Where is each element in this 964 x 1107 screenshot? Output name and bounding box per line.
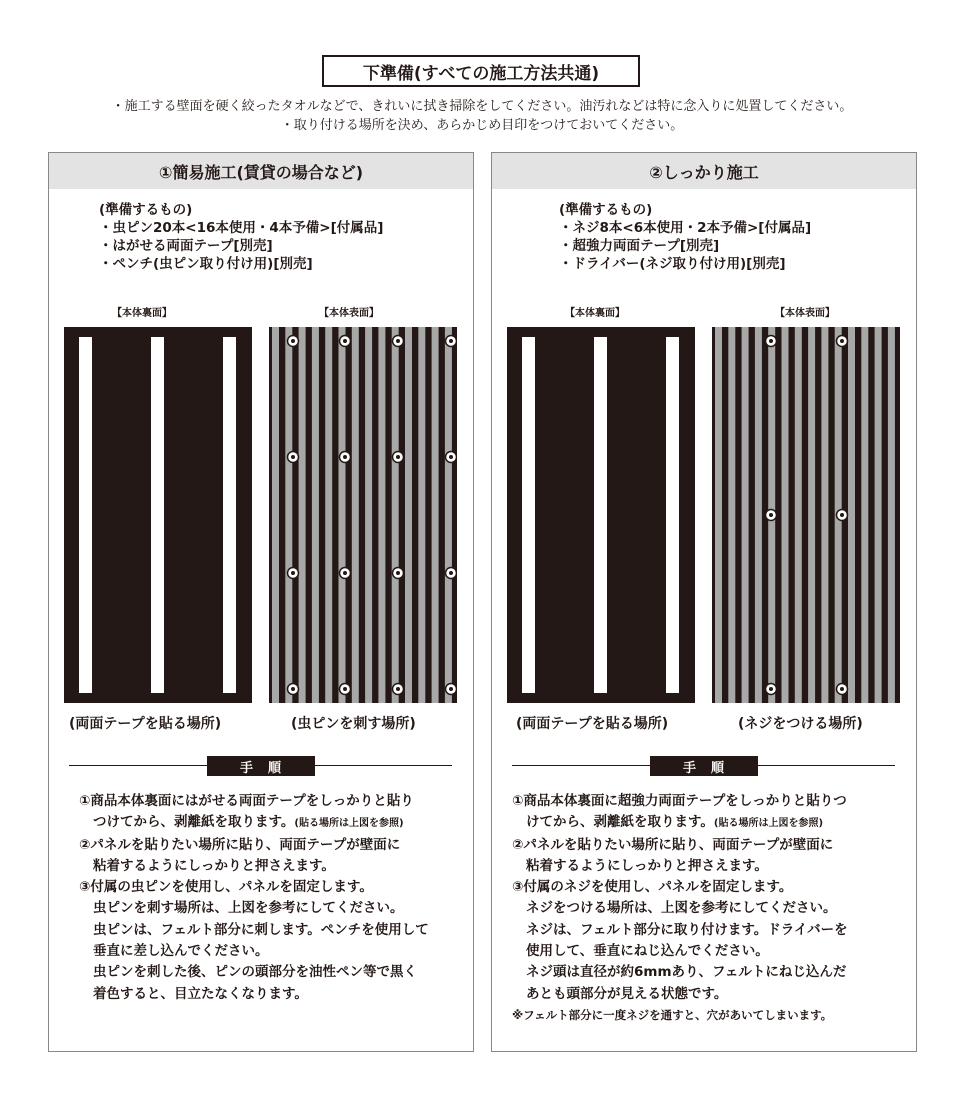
- prep-heading: (準備するもの): [559, 202, 653, 218]
- pin-icon: [288, 684, 299, 695]
- prep-list: [559, 201, 811, 273]
- prep-item: ・虫ピン20本<16本使用・4本予備>[付属品]: [99, 220, 384, 236]
- step-line: 虫ピンを刺した後、ピンの頭部分を油性ペン等で黒く: [93, 964, 417, 981]
- front-label: 【本体表面】: [775, 308, 835, 319]
- pin-icon: [446, 452, 457, 463]
- step-line: 使用して、垂直にねじ込んでください。: [526, 943, 769, 960]
- step-line: あとも頭部分が見える状態です。: [526, 985, 728, 1002]
- front-label: 【本体表面】: [319, 308, 379, 319]
- screw-icon: [837, 336, 848, 347]
- step-line: ③付属のネジを使用し、パネルを固定します。: [512, 879, 793, 896]
- step-line: 垂直に差し込んでください。: [93, 943, 269, 960]
- back-diagram: [507, 327, 695, 703]
- step-line: 虫ピンは、フェルト部分に刺します。ペンチを使用して: [93, 921, 429, 938]
- back-diagram: [64, 327, 252, 703]
- prep-heading: (準備するもの): [99, 202, 193, 218]
- pin-icon: [340, 452, 351, 463]
- panel-title: ②しっかり施工: [492, 153, 916, 189]
- caption-back: (両面テープを貼る場所): [69, 716, 222, 732]
- panel-secure: [491, 152, 917, 1052]
- prep-item: ・ネジ8本<6本使用・2本予備>[付属品]: [559, 220, 812, 236]
- step-line: ②パネルを貼りたい場所に貼り、両面テープが壁面に: [79, 836, 401, 853]
- intro-line-2: ・取り付ける場所を決め、あらかじめ目印をつけておいてください。: [280, 118, 684, 133]
- pin-icon: [393, 336, 404, 347]
- pin-icon: [340, 336, 351, 347]
- front-diagram: [712, 327, 900, 703]
- step-line: 粘着するようにしっかりと押さえます。: [93, 857, 335, 874]
- screw-icon: [837, 510, 848, 521]
- step-note: (貼る場所は上図を参照): [294, 818, 404, 830]
- step-line: 虫ピンを刺す場所は、上図を参考にしてください。: [93, 900, 404, 917]
- prep-item: ・超強力両面テープ[別売]: [559, 238, 720, 254]
- pin-icon: [288, 452, 299, 463]
- front-diagram: [269, 327, 457, 703]
- caption-front: (ネジをつける場所): [738, 716, 863, 732]
- pin-icon: [288, 336, 299, 347]
- panel-simple: [48, 152, 474, 1052]
- pin-icon: [340, 568, 351, 579]
- caption-back: (両面テープを貼る場所): [516, 716, 669, 732]
- step-line: ネジは、フェルト部分に取り付けます。ドライバーを: [526, 921, 848, 938]
- step-line: けてから、剥離紙を取ります。(貼る場所は上図を参照): [526, 814, 824, 831]
- pin-icon: [393, 452, 404, 463]
- back-label: 【本体裏面】: [112, 308, 172, 319]
- back-label: 【本体裏面】: [565, 308, 625, 319]
- pin-icon: [446, 568, 457, 579]
- prep-item: ・ドライバー(ネジ取り付け用)[別売]: [559, 256, 786, 272]
- caption-front: (虫ピンを刺す場所): [291, 716, 416, 732]
- screw-icon: [837, 684, 848, 695]
- pin-icon: [393, 568, 404, 579]
- pin-icon: [340, 684, 351, 695]
- intro-line-1: ・施工する壁面を硬く絞ったタオルなどで、きれいに拭き掃除をしてください。油汚れなどは特に念入りに処置してください。: [111, 99, 853, 114]
- step-line: ネジ頭は直径が約6mmあり、フェルトにねじ込んだ: [526, 964, 847, 981]
- screw-icon: [766, 684, 777, 695]
- prep-item: ・はがせる両面テープ[別売]: [99, 238, 273, 254]
- pin-icon: [446, 336, 457, 347]
- screw-icon: [766, 510, 777, 521]
- prep-list: [99, 201, 383, 273]
- step-line: ①商品本体裏面に超強力両面テープをしっかりと貼りつ: [512, 793, 847, 809]
- screw-icon: [766, 336, 777, 347]
- pin-icon: [288, 568, 299, 579]
- step-note: (貼る場所は上図を参照): [713, 818, 824, 830]
- panel-title: ①簡易施工(賃貸の場合など): [49, 153, 473, 189]
- step-line: ①商品本体裏面にはがせる両面テープをしっかりと貼り: [79, 793, 414, 809]
- steps-badge: 手 順: [207, 756, 315, 776]
- page-title: 下準備(すべての施工方法共通): [322, 55, 640, 87]
- pin-icon: [446, 684, 457, 695]
- footnote: ※フェルト部分に一度ネジを通すと、穴があいてしまいます。: [512, 1007, 833, 1022]
- step-line: 着色すると、目立たなくなります。: [93, 985, 308, 1002]
- step-line: つけてから、剥離紙を取ります。(貼る場所は上図を参照): [93, 814, 404, 831]
- steps-badge: 手 順: [650, 756, 758, 776]
- step-line: ②パネルを貼りたい場所に貼り、両面テープが壁面に: [512, 836, 834, 853]
- steps-list: [79, 791, 429, 1005]
- steps-list: [512, 791, 848, 1026]
- step-line: ③付属の虫ピンを使用し、パネルを固定します。: [79, 879, 373, 896]
- step-line: ネジをつける場所は、上図を参考にしてください。: [526, 900, 837, 917]
- pin-icon: [393, 684, 404, 695]
- prep-item: ・ペンチ(虫ピン取り付け用)[別売]: [99, 256, 313, 272]
- step-line: 粘着するようにしっかりと押さえます。: [526, 857, 768, 874]
